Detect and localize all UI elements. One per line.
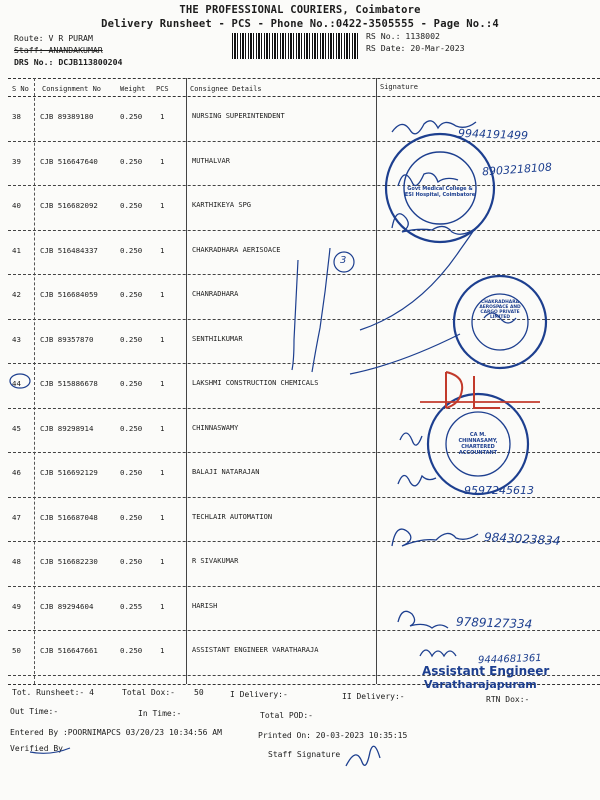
col-divider-sno bbox=[34, 78, 35, 684]
row-weight: 0.250 bbox=[120, 423, 143, 433]
red-initials-row-44 bbox=[446, 372, 500, 408]
pen-stroke-b bbox=[292, 260, 298, 370]
engineer-stamp-line1: Assistant Engineer bbox=[422, 664, 550, 678]
row-consignee: KARTHIKEYA SPG bbox=[192, 201, 252, 209]
staff-label: Staff: ANANDAKUMAR bbox=[14, 45, 103, 55]
row-sno: 43 bbox=[12, 334, 21, 344]
row-consignment: CJB 516687048 bbox=[40, 512, 98, 522]
col-divider-consignee bbox=[186, 78, 187, 684]
row-consignment: CJB 516484337 bbox=[40, 245, 98, 255]
row-sno: 47 bbox=[12, 512, 21, 522]
row-weight: 0.250 bbox=[120, 156, 143, 166]
staff-signature-mark bbox=[346, 746, 380, 766]
row-weight: 0.255 bbox=[120, 601, 143, 611]
row-sno: 50 bbox=[12, 646, 21, 655]
row-consignment: CJB 516647640 bbox=[40, 156, 98, 166]
row-sno: 38 bbox=[12, 112, 21, 121]
row-pcs: 1 bbox=[160, 112, 165, 121]
row-sno: 40 bbox=[12, 201, 21, 210]
signature-row-50 bbox=[420, 650, 456, 656]
row-pcs: 1 bbox=[160, 245, 165, 255]
row-separator bbox=[8, 185, 600, 186]
row-sno: 39 bbox=[12, 156, 21, 166]
phone-row-47: 9843023834 bbox=[483, 530, 561, 548]
row-separator bbox=[8, 408, 600, 409]
chakradhara-stamp-text: CHAKRADHARA AEROSPACE AND CARGO PRIVATE LIMITED bbox=[479, 300, 521, 320]
row-separator bbox=[8, 363, 600, 364]
row-consignee: HARISH bbox=[192, 601, 218, 610]
total-dox-value: 50 bbox=[194, 688, 204, 697]
header-rule-bottom bbox=[8, 96, 600, 97]
col-weight: Weight bbox=[120, 85, 146, 93]
drs-number: DRS No.: DCJB113800204 bbox=[14, 57, 123, 67]
row-sno: 41 bbox=[12, 245, 21, 255]
phone-row-50: 9444681361 bbox=[477, 652, 542, 667]
row-consignment: CJB 89357870 bbox=[40, 334, 94, 344]
signature-row-46 bbox=[398, 475, 436, 485]
row-sno: 49 bbox=[12, 601, 21, 611]
row-consignee: CHINNASWAMY bbox=[192, 423, 239, 432]
row-weight: 0.250 bbox=[120, 379, 143, 388]
col-sno: S No bbox=[12, 85, 29, 93]
phone-row-39: 8903218108 bbox=[481, 160, 553, 179]
col-consignee: Consignee Details bbox=[190, 85, 262, 93]
total-dox-label: Total Dox:- bbox=[122, 688, 175, 697]
row-weight: 0.250 bbox=[120, 201, 143, 210]
row-weight: 0.250 bbox=[120, 112, 143, 121]
row-consignment: CJB 516692129 bbox=[40, 468, 98, 477]
row-sno: 48 bbox=[12, 557, 21, 566]
rs-date: RS Date: 20-Mar-2023 bbox=[366, 43, 465, 53]
row-pcs: 1 bbox=[160, 201, 165, 210]
row-pcs: 1 bbox=[160, 334, 165, 344]
row-separator bbox=[8, 452, 600, 453]
rs-number: RS No.: 1138002 bbox=[366, 31, 440, 41]
entered-by: Entered By :POORNIMAPCS 03/20/23 10:34:56 AM bbox=[10, 728, 222, 737]
route-label: Route: V R PURAM bbox=[14, 33, 93, 43]
printed-on: Printed On: 20-03-2023 10:35:15 bbox=[258, 731, 408, 740]
signature-row-40 bbox=[392, 214, 476, 234]
row-sno: 42 bbox=[12, 290, 21, 299]
row-pcs: 1 bbox=[160, 601, 165, 611]
barcode-graphic bbox=[232, 33, 360, 59]
row-consignment: CJB 89298914 bbox=[40, 423, 94, 433]
company-title: THE PROFESSIONAL COURIERS, Coimbatore bbox=[179, 4, 421, 16]
row-consignee: ASSISTANT ENGINEER VARATHARAJA bbox=[192, 646, 319, 654]
pen-stroke-a bbox=[312, 248, 330, 372]
signature-row-45 bbox=[400, 433, 422, 445]
in-time: In Time:- bbox=[138, 709, 182, 718]
phone-row-46: 9597245613 bbox=[464, 484, 534, 497]
row-consignee: LAKSHMI CONSTRUCTION CHEMICALS bbox=[192, 379, 319, 387]
row-consignment: CJB 515886678 bbox=[40, 379, 98, 388]
row-weight: 0.250 bbox=[120, 245, 143, 255]
row-weight: 0.250 bbox=[120, 557, 143, 566]
row-pcs: 1 bbox=[160, 290, 165, 299]
row-pcs: 1 bbox=[160, 423, 165, 433]
row-sno: 44 bbox=[12, 379, 21, 388]
chakradhara-stamp bbox=[454, 276, 546, 368]
row-separator bbox=[8, 586, 600, 587]
row-consignment: CJB 89294604 bbox=[40, 601, 94, 611]
verified-by: Verified By bbox=[10, 744, 63, 753]
ca-stamp-text: CA M. CHINNASAMY, CHARTERED ACCOUNTANT bbox=[458, 432, 498, 456]
row-weight: 0.250 bbox=[120, 512, 143, 522]
row-consignment: CJB 89389180 bbox=[40, 112, 94, 121]
pen-stroke-c bbox=[360, 230, 474, 330]
ii-delivery: II Delivery:- bbox=[342, 692, 405, 701]
row-sno: 45 bbox=[12, 423, 21, 433]
hospital-stamp-text: Govt Medical College & ESI Hospital, Coimbatore bbox=[404, 186, 476, 198]
total-pod: Total POD:- bbox=[260, 711, 313, 720]
row-pcs: 1 bbox=[160, 379, 165, 388]
row-weight: 0.250 bbox=[120, 334, 143, 344]
row-consignee: R SIVAKUMAR bbox=[192, 557, 239, 565]
row-consignee: BALAJI NATARAJAN bbox=[192, 468, 260, 476]
row-consignment: CJB 516682092 bbox=[40, 201, 98, 210]
col-consignment: Consignment No bbox=[42, 85, 102, 93]
signature-row-49 bbox=[398, 611, 448, 628]
row-consignment: CJB 516682230 bbox=[40, 557, 98, 566]
phone-row-38: 9944191499 bbox=[457, 126, 529, 143]
row-consignee: NURSING SUPERINTENDENT bbox=[192, 112, 285, 120]
row-pcs: 1 bbox=[160, 557, 165, 566]
i-delivery: I Delivery:- bbox=[230, 690, 288, 699]
staff-signature-label: Staff Signature bbox=[268, 750, 341, 759]
row-consignee: CHANRADHARA bbox=[192, 290, 239, 298]
runsheet-title: Delivery Runsheet - PCS - Phone No.:0422-3505555 - Page No.:4 bbox=[101, 18, 499, 30]
row-weight: 0.250 bbox=[120, 290, 143, 299]
rtn-dox: RTN Dox:- bbox=[486, 695, 530, 704]
signature-row-47 bbox=[392, 529, 478, 546]
row-weight: 0.250 bbox=[120, 646, 143, 655]
row-weight: 0.250 bbox=[120, 468, 143, 477]
circled-number-41: 3 bbox=[340, 255, 347, 266]
row-consignee: CHAKRADHARA AERISOACE bbox=[192, 245, 281, 254]
row-consignment: CJB 516684059 bbox=[40, 290, 98, 299]
col-divider-signature bbox=[376, 78, 377, 684]
row-consignee: SENTHILKUMAR bbox=[192, 334, 243, 343]
row-pcs: 1 bbox=[160, 468, 165, 477]
row-consignment: CJB 516647661 bbox=[40, 646, 98, 655]
row-sno: 46 bbox=[12, 468, 21, 477]
row-pcs: 1 bbox=[160, 156, 165, 166]
row-consignee: MUTHALVAR bbox=[192, 156, 230, 165]
header-rule-top bbox=[8, 78, 600, 79]
phone-row-49: 9789127334 bbox=[455, 614, 533, 632]
out-time: Out Time:- bbox=[10, 707, 59, 716]
row-pcs: 1 bbox=[160, 512, 165, 522]
row-pcs: 1 bbox=[160, 646, 165, 655]
row-consignee: TECHLAIR AUTOMATION bbox=[192, 512, 273, 521]
row-separator bbox=[8, 230, 600, 231]
col-pcs: PCS bbox=[156, 85, 169, 93]
engineer-stamp-line2: Varatharajapuram bbox=[424, 678, 537, 691]
pen-stroke-d bbox=[350, 334, 460, 374]
col-signature: Signature bbox=[380, 83, 418, 91]
row-separator bbox=[8, 274, 600, 275]
tot-runsheet: Tot. Runsheet:- 4 bbox=[12, 688, 94, 697]
